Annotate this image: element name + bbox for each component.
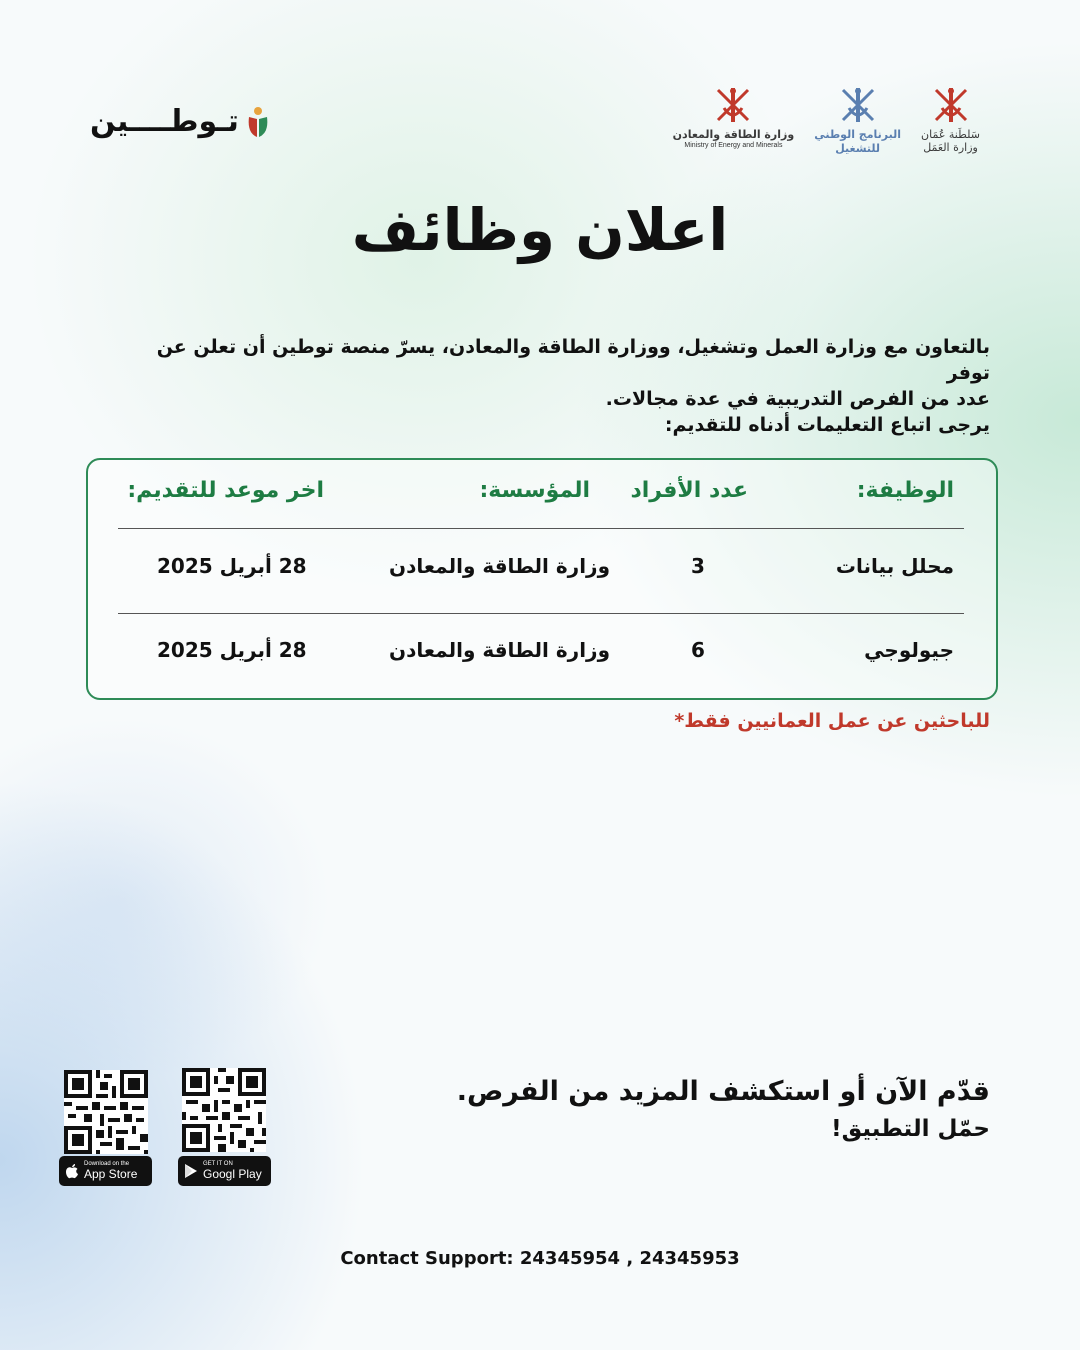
row1-job: محلل بيانات — [835, 554, 954, 578]
national-employment-program-logo — [814, 82, 901, 156]
google-play-small-text: GET IT ON — [203, 1161, 233, 1167]
contact-support: Contact Support: 24345954 , 24345953 — [340, 1248, 740, 1269]
tawteen-mark-icon — [245, 105, 271, 139]
header-job: الوظيفة: — [856, 478, 954, 503]
government-logos — [673, 82, 980, 156]
app-store-qr-code[interactable] — [64, 1070, 148, 1154]
cta-headline: قدّم الآن أو استكشف المزيد من الفرص. — [456, 1076, 990, 1107]
table-divider — [118, 528, 964, 529]
app-store-badge[interactable] — [59, 1156, 152, 1186]
oman-emblem-icon — [710, 82, 756, 128]
app-store-label: App Store — [84, 1167, 138, 1181]
row2-job: جيولوجي — [864, 638, 954, 662]
intro-text — [110, 334, 990, 438]
google-play-qr-code[interactable] — [182, 1068, 266, 1152]
apple-icon — [65, 1163, 79, 1179]
google-play-icon — [184, 1163, 198, 1179]
row2-deadline: 28 أبريل 2025 — [157, 638, 307, 662]
header-count: عدد الأفراد — [630, 478, 748, 503]
intro-line: عدد من الفرص التدريبية في عدة مجالات. — [605, 388, 990, 410]
row1-count: 3 — [691, 554, 705, 578]
google-play-badge[interactable] — [178, 1156, 271, 1186]
row1-deadline: 28 أبريل 2025 — [157, 554, 307, 578]
table-divider — [118, 613, 964, 614]
logo-label: وزارة الطاقة والمعادن — [672, 128, 795, 141]
ministry-of-labour-logo — [921, 82, 980, 154]
intro-line: يرجى اتباع التعليمات أدناه للتقديم: — [664, 414, 990, 436]
oman-emblem-icon — [928, 82, 974, 128]
eligibility-note: للباحثين عن عمل العمانيين فقط* — [674, 710, 990, 732]
logo-label: وزارة العَمَل — [923, 141, 978, 154]
brand-name: تـوطــــين — [90, 104, 239, 139]
row2-count: 6 — [691, 638, 705, 662]
oman-emblem-icon — [835, 82, 881, 128]
logo-label: سَلطَنة عُمَان — [921, 128, 980, 141]
header-deadline: اخر موعد للتقديم: — [127, 478, 324, 503]
ministry-of-energy-logo — [673, 82, 795, 149]
row1-org: وزارة الطاقة والمعادن — [389, 554, 610, 578]
logo-label: للتشغيل — [835, 142, 881, 155]
cta-download: حمّل التطبيق! — [831, 1116, 990, 1142]
header-org: المؤسسة: — [479, 478, 590, 503]
app-store-small-text: Download on the — [84, 1161, 130, 1167]
logo-label-english: Ministry of Energy and Minerals — [684, 142, 783, 149]
tawteen-logo — [90, 104, 271, 139]
row2-org: وزارة الطاقة والمعادن — [389, 638, 610, 662]
intro-line: بالتعاون مع وزارة العمل وتشغيل، ووزارة الطاقة والمعادن، يسرّ منصة توطين أن تعلن عن توفر — [156, 336, 990, 384]
google-play-label: Googl Play — [203, 1167, 262, 1181]
page-title: اعلان وظائف — [351, 196, 729, 264]
logo-label: البرنامج الوطني — [814, 128, 902, 141]
